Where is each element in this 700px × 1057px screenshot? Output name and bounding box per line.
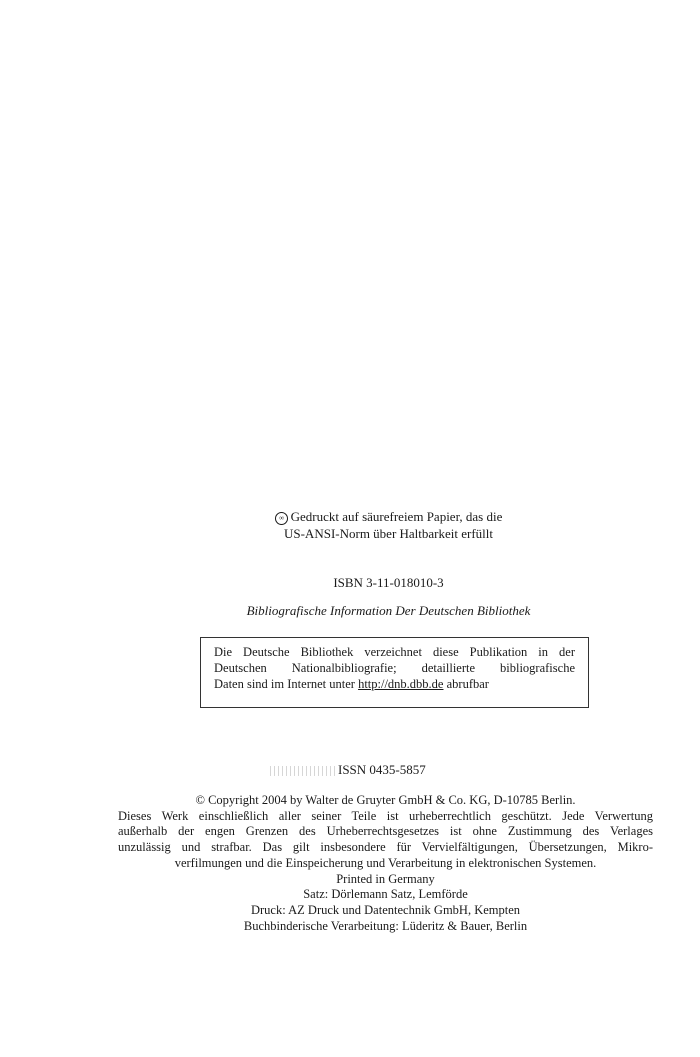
bibliography-heading: Bibliografische Information Der Deutschen Bibliothek: [246, 603, 531, 618]
printed-in: Printed in Germany: [336, 871, 435, 886]
isbn: ISBN 3-11-018010-3: [333, 575, 444, 590]
cip-line1: Die Deutsche Bibliothek verzeichnet diese Publikation in der: [214, 645, 575, 659]
typesetting-credit: Satz: Dörlemann Satz, Lemförde: [303, 887, 468, 902]
rights-line4: unzulässig und strafbar. Das gilt insbesondere für Vervielfältigungen, Übersetzungen, Mikro-: [118, 840, 653, 855]
rights-line3: außerhalb der engen Grenzen des Urheberrechtsgesetzes ist ohne Zustimmung des Verlages: [118, 824, 653, 839]
rights-line5: verfilmungen und die Einspeicherung und Verarbeitung in elektronischen Systemen.: [174, 855, 597, 870]
infinity-paper-icon: ∞: [275, 512, 288, 525]
printing-credit: Druck: AZ Druck und Datentechnik GmbH, Kempten: [250, 902, 521, 917]
issn-stamp-mark: [270, 766, 338, 776]
dnb-url-link[interactable]: http://dnb.dbb.de: [358, 677, 444, 691]
rights-line2: Dieses Werk einschließlich aller seiner Teile ist urheberrechtlich geschützt. Jede Verwertung: [118, 808, 653, 823]
issn-line: [270, 762, 426, 778]
paper-note-line1: ∞ Gedruckt auf säurefreiem Papier, das die: [0, 508, 700, 525]
copyright-block: [0, 793, 700, 934]
binding-credit: Buchbinderische Verarbeitung: Lüderitz & Bauer, Berlin: [243, 918, 528, 933]
paper-note-line2: US-ANSI-Norm über Haltbarkeit erfüllt: [283, 526, 494, 541]
acid-free-paper-note: [0, 508, 700, 542]
cip-record-box: [200, 637, 589, 708]
copyright-line: © Copyright 2004 by Walter de Gruyter GmbH & Co. KG, D-10785 Berlin.: [195, 793, 576, 807]
cip-line2: Deutschen Nationalbibliografie; detaillierte bibliografische: [214, 661, 575, 675]
cip-line3: Daten sind im Internet unter http://dnb.dbb.de abrufbar: [214, 677, 489, 691]
issn: ISSN 0435-5857: [338, 762, 426, 777]
